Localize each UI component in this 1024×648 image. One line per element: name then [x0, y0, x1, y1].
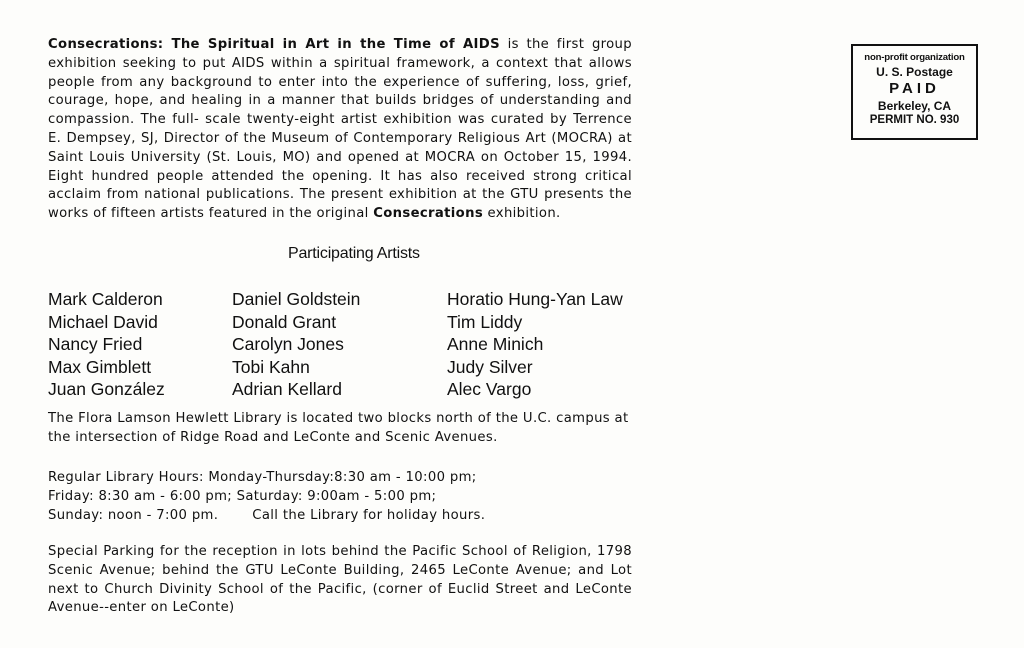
artist-name: Tobi Kahn	[232, 356, 310, 377]
postage-us: U. S. Postage	[876, 65, 953, 79]
artist-name: Horatio Hung-Yan Law	[447, 289, 623, 309]
postage-org: non-profit organization	[864, 52, 965, 63]
artist-name: Anne Minich	[447, 334, 544, 355]
artist-name: Alec Vargo	[447, 379, 532, 400]
postage-paid: PAID	[889, 80, 940, 97]
artist-name: Daniel Goldstein	[232, 289, 361, 309]
artist-name: Juan González	[48, 379, 165, 400]
artist-name: Nancy Fried	[48, 334, 143, 355]
library-hours-paragraph	[48, 469, 632, 525]
holiday-hours-note: Call the Library for holiday hours.	[252, 507, 486, 523]
artists-column-3	[447, 288, 623, 401]
hours-line: Regular Library Hours: Monday-Thursday:8:30 am - 10:00 pm;	[48, 470, 477, 485]
postage-permit: PERMIT NO. 930	[869, 114, 960, 126]
artists-column-1	[48, 288, 165, 401]
parking-paragraph: Special Parking for the reception in lots behind the Pacific School of Religion, 1798 Scenic Avenue; behind the GTU LeConte Building, 2465 LeConte Avenue; and Lot next to Church Divinity School of the Pacific, (corner of Euclid Street and LeConte Avenue--enter on LeConte)	[48, 544, 632, 616]
artist-name: Michael David	[48, 311, 158, 332]
intro-text-end: exhibition.	[483, 206, 561, 222]
artists-column-2	[232, 288, 360, 401]
library-location-paragraph: The Flora Lamson Hewlett Library is located two blocks north of the U.C. campus at the intersection of Ridge Road and LeConte and Scenic Avenues.	[48, 411, 629, 445]
intro-text: is the first group exhibition seeking to put AIDS within a spiritual framework, a context that allows people from any background to enter into the experience of suffering, loss, grief, courage, hope, and healing in a manner that builds bridges of understanding and compassion. The full- scale twenty-eight artist exhibition was curated by Terrence E. Dempsey, SJ, Director of the Museum of Contemporary Religious Art (MOCRA) at Saint Louis University (St. Louis, MO) and opened at MOCRA on October 15, 1994. Eight hundred people attended the opening. It has also received strong critical acclaim from national publications. The present exhibition at the GTU presents the works of fifteen artists featured in the original	[48, 37, 632, 222]
postage-city: Berkeley, CA	[877, 99, 952, 113]
intro-paragraph	[48, 36, 632, 224]
artist-name: Tim Liddy	[447, 311, 523, 332]
artist-name: Max Gimblett	[48, 356, 152, 377]
hours-line: Friday: 8:30 am - 6:00 pm; Saturday: 9:00am - 5:00 pm;	[48, 488, 437, 504]
hours-line-3	[48, 507, 632, 526]
artist-name: Judy Silver	[447, 356, 533, 377]
postage-indicia	[851, 44, 978, 140]
artist-name: Carolyn Jones	[232, 334, 344, 355]
artist-name: Donald Grant	[232, 311, 337, 332]
hours-sunday: Sunday: noon - 7:00 pm.	[48, 507, 219, 523]
exhibition-title: Consecrations: The Spiritual in Art in the Time of AIDS	[48, 37, 500, 52]
artist-name: Adrian Kellard	[232, 379, 342, 400]
artist-name: Mark Calderon	[48, 289, 163, 309]
consecrations-emphasis: Consecrations	[373, 206, 484, 222]
participating-artists-heading: Participating Artists	[288, 245, 420, 262]
